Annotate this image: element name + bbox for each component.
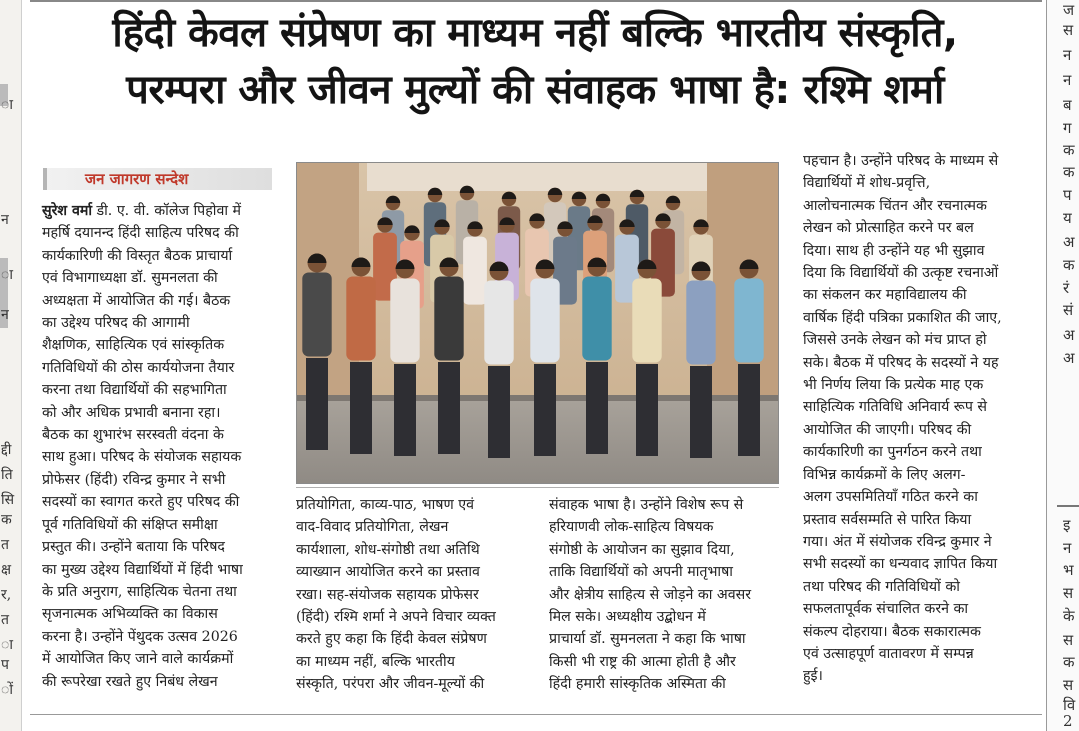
edge-glyph: त	[1, 612, 9, 628]
article-line: का उद्देश्य परिषद की आगामी	[42, 315, 190, 332]
person-legs	[394, 364, 416, 456]
article-line: लेखन को प्रोत्साहित करने पर बल	[803, 220, 974, 237]
article-line: व्याख्यान आयोजित करने का प्रस्ताव	[296, 564, 480, 581]
article-line: प्रस्ताव सर्वसम्मति से पारित किया	[803, 511, 972, 528]
person-body	[582, 276, 611, 360]
article-line: शैक्षणिक, साहित्यिक एवं सांस्कृतिक	[42, 337, 225, 354]
edge-glyph: रं	[1063, 279, 1070, 297]
edge-glyph: ा	[1, 637, 13, 653]
article-line: जिससे उनके लेखन को मंच प्राप्त हो	[803, 332, 987, 349]
article-line: का माध्यम नहीं, बल्कि भारतीय	[296, 653, 455, 670]
article-line: मिल सके। अध्यक्षीय उद्बोधन में	[549, 609, 706, 626]
person-legs	[438, 362, 460, 454]
article-column-3	[549, 494, 780, 696]
article-line: संस्कृति, परंपरा और जीवन-मूल्यों की	[296, 676, 485, 693]
person-body	[346, 276, 375, 360]
edge-glyph: न	[1, 307, 9, 323]
article-line: भी निर्णय लिया कि प्रत्येक माह एक	[803, 377, 984, 394]
person-body	[530, 278, 559, 362]
headline-line-1: हिंदी केवल संप्रेषण का माध्यम नहीं बल्कि भारतीय संस्कृति,	[112, 10, 958, 56]
edge-glyph: सि	[1, 492, 15, 508]
article-line: और क्षेत्रीय साहित्य से जोड़ने का अवसर	[549, 586, 752, 603]
article-line: बैठक का शुभारंभ सरस्वती वंदना के	[42, 427, 224, 444]
article-line: प्राचार्या डॉ. सुमनलता ने कहा कि भाषा	[549, 631, 746, 648]
article-line: सके। बैठक में परिषद के सदस्यों ने यह	[803, 354, 999, 371]
edge-glyph: ों	[1, 682, 13, 698]
article-line: रखा। सह-संयोजक सहायक प्रोफेसर	[296, 586, 479, 603]
edge-glyph: प	[1, 657, 9, 673]
edge-glyph: क्ष	[1, 562, 12, 578]
article-line: किसी भी राष्ट्र की आत्मा होती है और	[549, 653, 736, 670]
edge-glyph: न	[1063, 46, 1072, 64]
article-line: वाद-विवाद प्रतियोगिता, लेखन	[296, 519, 449, 536]
article-line: हिंदी हमारी सांस्कृतिक अस्मिता की	[549, 676, 726, 693]
edge-glyph: त	[1, 537, 9, 553]
article-line: दिया। साथ ही उन्होंने यह भी सुझाव	[803, 242, 985, 259]
article-line: ताकि विद्यार्थियों को अपनी मातृभाषा	[549, 564, 733, 581]
person-body	[632, 278, 661, 362]
article-line: हुई।	[803, 668, 823, 685]
article-line: प्रोफेसर (हिंदी) रविन्द्र कुमार ने सभी	[42, 471, 226, 488]
edge-glyph: क	[1063, 653, 1075, 671]
edge-glyph: ज	[1063, 1, 1075, 19]
article-line: गतिविधियों की ठोस कार्ययोजना तैयार	[42, 359, 235, 376]
edge-glyph: ग	[1063, 119, 1072, 137]
article-line: महर्षि दयानन्द हिंदी साहित्य परिषद की	[42, 225, 239, 242]
adjacent-column-left	[0, 0, 22, 731]
author-name: सुरेश वर्मा	[42, 203, 93, 219]
article-line: विभिन्न कार्यक्रमों के लिए अलग-	[803, 466, 966, 483]
article-line: को और अधिक प्रभावी बनाना रहा।	[42, 404, 221, 421]
person-legs	[690, 366, 712, 458]
article-line: संवाहक भाषा है। उन्होंने विशेष रूप से	[549, 497, 744, 513]
article-line: साहित्यिक गतिविधि अनिवार्य रूप से	[803, 399, 987, 416]
article-line: गया। अंत में संयोजक रविन्द्र कुमार ने	[803, 533, 992, 550]
article-line: करना तथा विद्यार्थियों की सहभागिता	[42, 382, 227, 399]
person-legs	[586, 362, 608, 454]
article-line: की रूपरेखा रखते हुए निबंध लेखन	[42, 673, 218, 690]
article-column-1	[42, 200, 273, 693]
article-line: डी. ए. वी. कॉलेज पिहोवा में	[96, 203, 242, 219]
article-line: साथ हुआ। परिषद के संयोजक सहायक	[42, 449, 242, 466]
edge-glyph: ा	[1, 97, 13, 113]
edge-glyph: स	[1063, 631, 1074, 649]
article-line: करते हुए कहा कि हिंदी केवल संप्रेषण	[296, 631, 487, 648]
edge-glyph: भ	[1063, 561, 1074, 579]
edge-glyph: द्दी	[1, 442, 12, 458]
photo-illustration	[297, 163, 779, 484]
edge-glyph: ति	[1, 467, 13, 483]
article-line: तथा परिषद की गतिविधियों को	[803, 578, 960, 595]
article-line: संगोष्ठी के आयोजन का सुझाव दिया,	[549, 541, 735, 558]
edge-glyph: ब	[1063, 96, 1072, 114]
article-line: (हिंदी) रश्मि शर्मा ने अपने विचार व्यक्त	[296, 609, 496, 626]
edge-glyph: अ	[1063, 326, 1075, 344]
article-line: प्रतियोगिता, काव्य-पाठ, भाषण एवं	[296, 497, 474, 513]
article-line: एवं उत्साहपूर्ण वातावरण में सम्पन्न	[803, 645, 974, 662]
article-line: विद्यार्थियों में शोध-प्रवृत्ति,	[803, 175, 931, 192]
edge-glyph: स	[1063, 676, 1074, 694]
person-body	[484, 280, 513, 364]
article-line: हरियाणवी लोक-साहित्य विषयक	[549, 519, 714, 536]
person-legs	[488, 366, 510, 458]
article-column-2	[296, 494, 524, 696]
edge-glyph: वि	[1063, 696, 1076, 714]
article-line: कार्यकारिणी की विस्तृत बैठक प्राचार्या	[42, 247, 233, 264]
edge-glyph: क	[1, 512, 12, 528]
article-line: में आयोजित किए जाने वाले कार्यक्रमों	[42, 651, 234, 668]
edge-glyph: न	[1063, 539, 1072, 557]
article-line: पहचान है। उन्होंने परिषद के माध्यम से	[803, 153, 999, 169]
person-legs	[738, 364, 760, 456]
article-line: आलोचनात्मक चिंतन और रचनात्मक	[803, 197, 987, 214]
person-body	[463, 237, 487, 305]
article-line: कार्यकारिणी का पुनर्गठन करने तथा	[803, 444, 982, 461]
article-line: संकल्प दोहराया। बैठक सकारात्मक	[803, 623, 981, 640]
article-line: सदस्यों का स्वागत करते हुए परिषद की	[42, 494, 240, 511]
edge-glyph: ा	[1, 267, 13, 283]
edge-glyph: क	[1063, 141, 1075, 159]
article-line: अध्यक्षता में आयोजित की गई। बैठक	[42, 292, 231, 309]
headline	[30, 4, 1040, 118]
person-body	[434, 276, 463, 360]
article-line: पूर्व गतिविधियों की संक्षिप्त समीक्षा	[42, 516, 218, 533]
edge-glyph: स	[1063, 584, 1074, 602]
article-line: सभी सदस्यों का धन्यवाद ज्ञापित किया	[803, 556, 998, 573]
edge-glyph: स	[1063, 21, 1074, 39]
edge-glyph: न	[1, 212, 9, 228]
top-rule	[30, 0, 1042, 2]
edge-glyph: क	[1063, 163, 1075, 181]
photo-rule	[296, 487, 779, 488]
person-body	[686, 280, 715, 364]
article-line: वार्षिक हिंदी पत्रिका प्रकाशित की जाए,	[803, 309, 1002, 326]
headline-line-2: परम्परा और जीवन मुल्यों की संवाहक भाषा है: रश्मि शर्मा	[126, 67, 944, 113]
person-body	[302, 272, 331, 356]
article-column-4	[803, 150, 1035, 688]
bottom-rule	[30, 714, 1042, 715]
adjacent-column-right	[1046, 0, 1079, 731]
edge-glyph: य	[1063, 209, 1072, 227]
edge-glyph: अ	[1063, 349, 1075, 367]
edge-glyph: के	[1063, 607, 1075, 625]
edge-glyph: अ	[1063, 233, 1075, 251]
article-line: सृजनात्मक अभिव्यक्ति का विकास	[42, 606, 218, 623]
article-line: कार्यशाला, शोध-संगोष्ठी तथा अतिथि	[296, 541, 480, 558]
article-line: आयोजित की जाएगी। परिषद की	[803, 421, 972, 438]
edge-rule	[1057, 505, 1079, 507]
edge-glyph: इ	[1063, 516, 1071, 534]
article-line: प्रस्तुत की। उन्होंने बताया कि परिषद	[42, 539, 225, 556]
edge-glyph: सं	[1063, 301, 1074, 319]
person-legs	[350, 362, 372, 454]
article-line: के प्रति अनुराग, साहित्यिक चेतना तथा	[42, 583, 237, 600]
person-legs	[534, 364, 556, 456]
group-photo	[296, 162, 779, 484]
person-body	[734, 278, 763, 362]
article-line: का मुख्य उद्देश्य विद्यार्थियों में हिंदी भाषा	[42, 561, 243, 578]
person-body	[390, 278, 419, 362]
article-line: अलग उपसमितियाँ गठित करने का	[803, 489, 978, 506]
edge-glyph: प	[1063, 186, 1072, 204]
article-line: सफलतापूर्वक संचालित करने का	[803, 601, 969, 618]
article-line: दिया कि विद्यार्थियों की उत्कृष्ट रचनाओं	[803, 265, 999, 282]
article-line: एवं विभागाध्यक्षा डॉ. सुमनलता की	[42, 270, 218, 287]
edge-glyph: क	[1063, 256, 1075, 274]
edge-glyph: 2	[1063, 712, 1073, 730]
article-line: का संकलन कर महाविद्यालय की	[803, 287, 967, 304]
edge-glyph: र,	[1, 587, 12, 603]
person-legs	[306, 358, 328, 450]
article-line: करना है। उन्होंने पेंथुदक उत्सव 2026	[42, 628, 238, 645]
byline-tag: जन जागरण सन्देश	[43, 168, 272, 190]
person-legs	[636, 364, 658, 456]
edge-glyph: न	[1063, 71, 1072, 89]
